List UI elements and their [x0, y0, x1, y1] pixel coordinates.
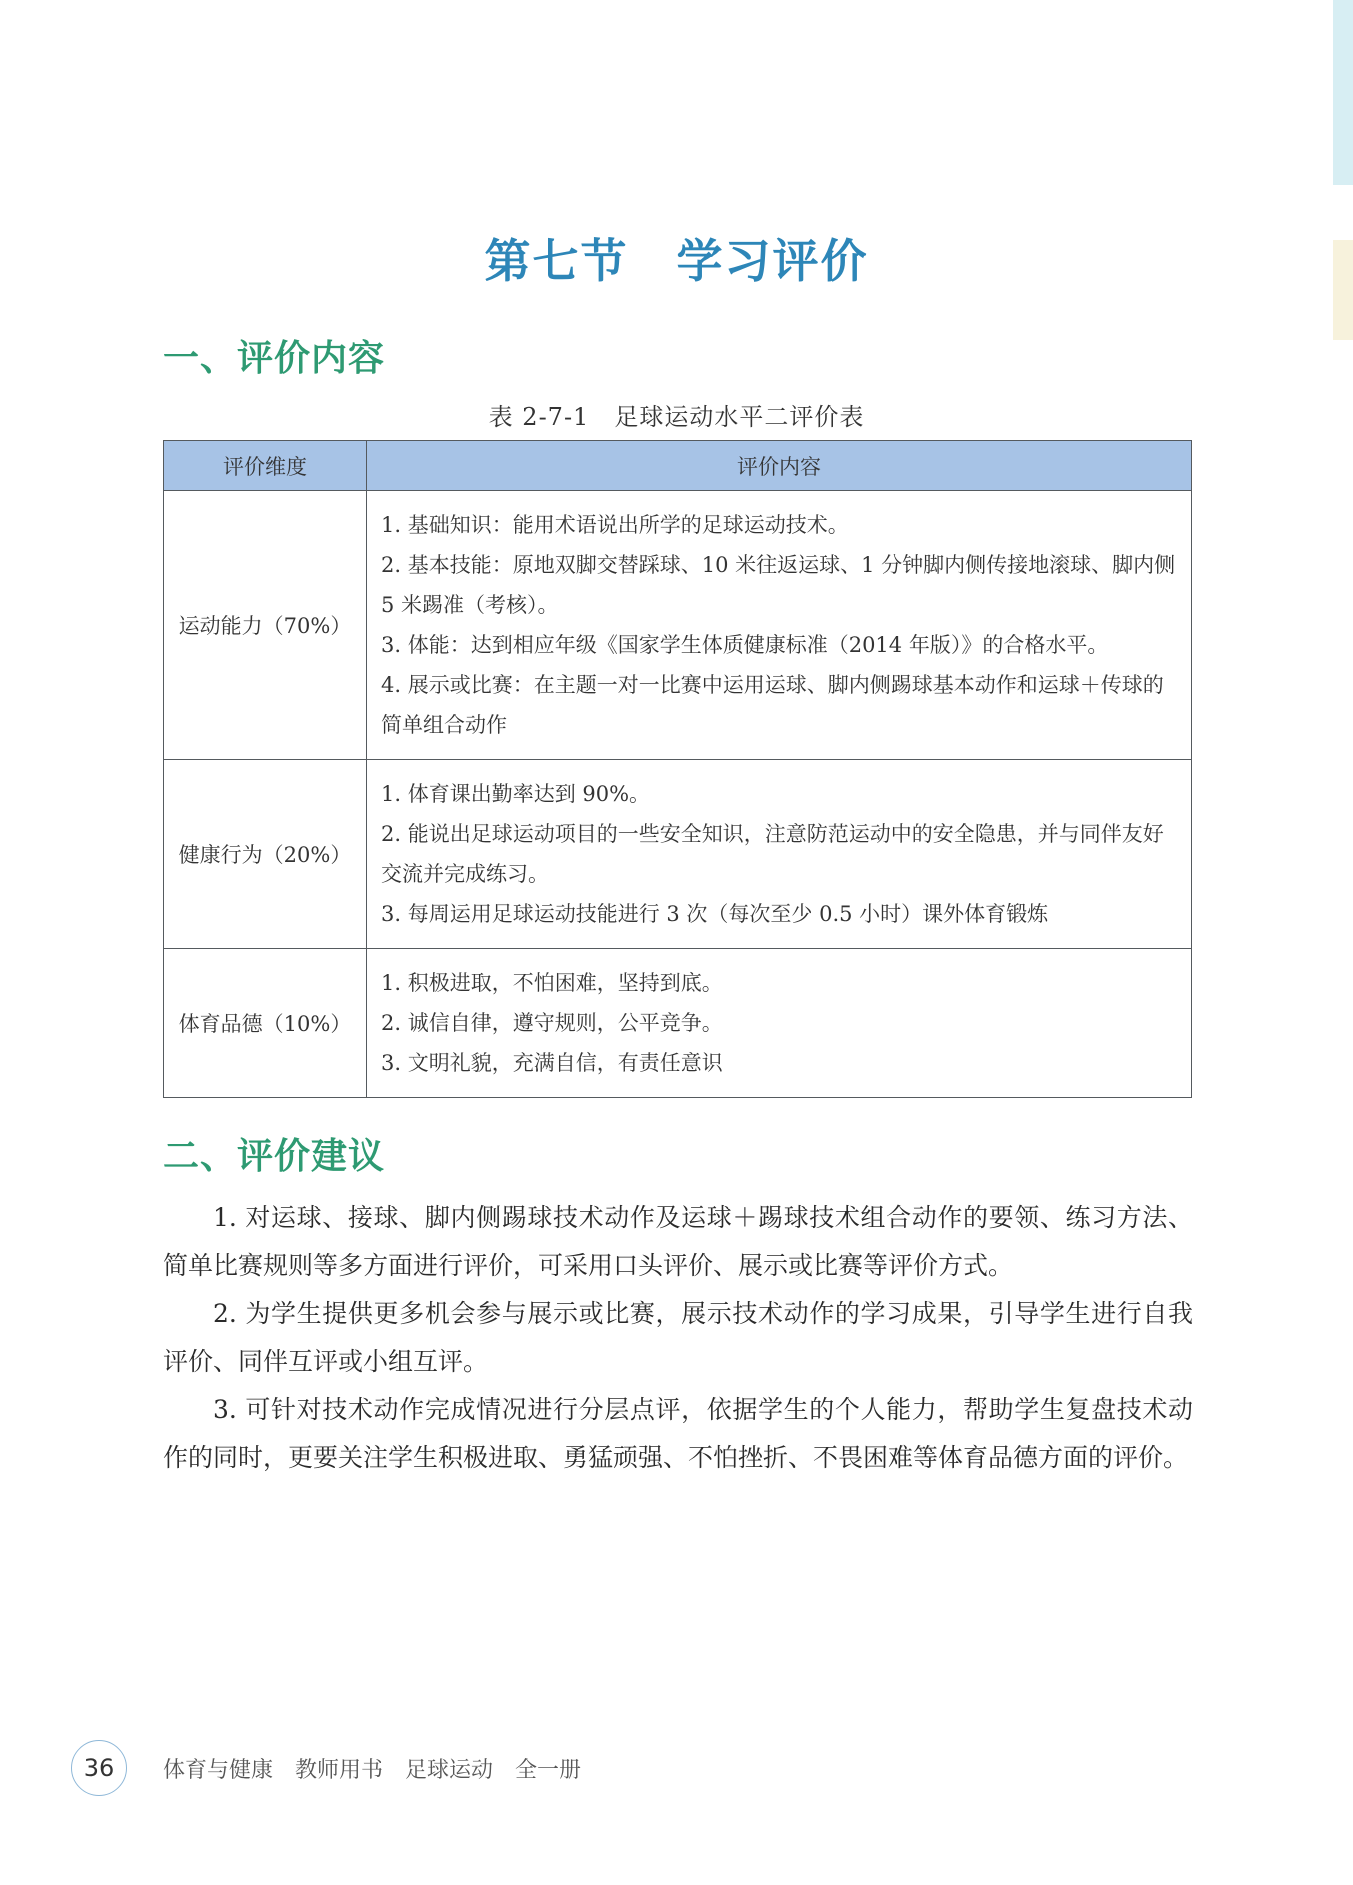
- footer-book-title: 体育与健康 教师用书 足球运动 全一册: [163, 1758, 582, 1783]
- content-item: 1. 基础知识：能用术语说出所学的足球运动技术。: [381, 513, 849, 537]
- side-tab-blue: [1333, 0, 1353, 185]
- row-dimension: 健康行为（20%）: [164, 760, 367, 949]
- content-item: 3. 每周运用足球运动技能进行 3 次（每次至少 0.5 小时）课外体育锻炼: [381, 902, 1049, 926]
- content-item: 4. 展示或比赛：在主题一对一比赛中运用运球、脚内侧踢球基本动作和运球＋传球的简单组合动作: [381, 673, 1164, 737]
- table-caption: 表 2-7-1 足球运动水平二评价表: [488, 403, 865, 431]
- page-number: 36: [71, 1740, 127, 1796]
- evaluation-table: [163, 440, 1192, 1098]
- section-heading-content: 一、评价内容: [163, 338, 386, 379]
- paragraph: 2. 为学生提供更多机会参与展示或比赛，展示技术动作的学习成果，引导学生进行自我评价、同伴互评或小组互评。: [163, 1299, 1193, 1376]
- content-item: 3. 文明礼貌，充满自信，有责任意识: [381, 1051, 723, 1075]
- content-item: 2. 诚信自律，遵守规则，公平竞争。: [381, 1011, 723, 1035]
- table-row: [164, 949, 1192, 1098]
- content-item: 2. 能说出足球运动项目的一些安全知识，注意防范运动中的安全隐患，并与同伴友好交流并完成练习。: [381, 822, 1164, 886]
- header-content: 评价内容: [367, 441, 1192, 491]
- row-content: [367, 949, 1192, 1098]
- paragraph: 3. 可针对技术动作完成情况进行分层点评，依据学生的个人能力，帮助学生复盘技术动作的同时，更要关注学生积极进取、勇猛顽强、不怕挫折、不畏困难等体育品德方面的评价。: [163, 1395, 1193, 1472]
- row-dimension: 运动能力（70%）: [164, 491, 367, 760]
- table-header-row: [164, 441, 1192, 491]
- section-heading-suggestions: 二、评价建议: [163, 1136, 386, 1177]
- row-content: [367, 760, 1192, 949]
- table-row: [164, 491, 1192, 760]
- content-item: 1. 积极进取，不怕困难，坚持到底。: [381, 971, 723, 995]
- table-row: [164, 760, 1192, 949]
- content-item: 2. 基本技能：原地双脚交替踩球、10 米往返运球、1 分钟脚内侧传接地滚球、脚内侧 5 米踢准（考核）。: [381, 553, 1176, 617]
- page-title: 第七节 学习评价: [484, 234, 869, 288]
- content-item: 3. 体能：达到相应年级《国家学生体质健康标准（2014 年版）》的合格水平。: [381, 633, 1109, 657]
- content-item: 1. 体育课出勤率达到 90%。: [381, 782, 651, 806]
- header-dimension: 评价维度: [164, 441, 367, 491]
- row-dimension: 体育品德（10%）: [164, 949, 367, 1098]
- paragraph: 1. 对运球、接球、脚内侧踢球技术动作及运球＋踢球技术组合动作的要领、练习方法、简单比赛规则等多方面进行评价，可采用口头评价、展示或比赛等评价方式。: [163, 1203, 1193, 1280]
- row-content: [367, 491, 1192, 760]
